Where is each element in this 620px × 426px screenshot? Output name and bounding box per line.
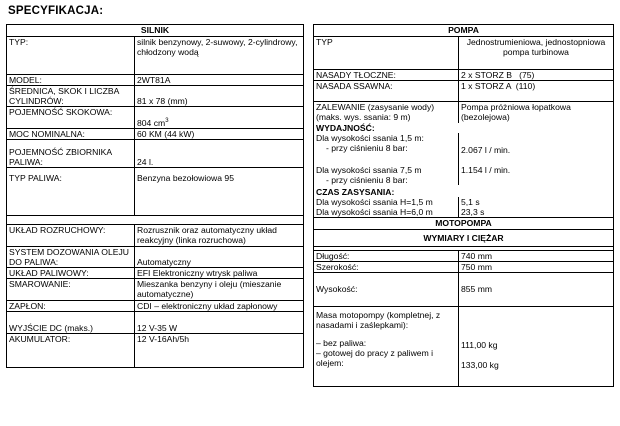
row-value: 1.154 l / min. (459, 155, 614, 185)
row-value: CDI – elektroniczny układ zapłonowy (135, 301, 304, 312)
row-value: Jednostrumieniowa, jednostopniowa pompa turbinowa (459, 37, 614, 70)
table-row (7, 37, 304, 75)
bez-label: – bez paliwa: (316, 337, 367, 348)
table-row (314, 70, 614, 81)
row-label: MODEL: (7, 75, 135, 86)
wyd1-label-a: Dla wysokości ssania 1,5 m: (316, 132, 424, 143)
table-row (7, 268, 304, 279)
row-label: ZALEWANIE (zasysanie wody) (maks. wys. ssania: 9 m) (314, 102, 459, 123)
table-row (7, 168, 304, 216)
table-row (7, 247, 304, 268)
row-label: Dla wysokości ssania H=1,5 m (314, 197, 459, 207)
pompa-table (313, 24, 614, 387)
motopompa-subheader: WYMIARY I CIĘŻAR (314, 229, 614, 246)
row-label: TYP (314, 37, 459, 70)
row-value: EFI Elektroniczny wtrysk paliwa (135, 268, 304, 279)
row-value: 750 mm (459, 261, 614, 272)
row-value: 24 l. (135, 140, 304, 168)
row-label: TYP: (7, 37, 135, 75)
wyd2-label-a: Dla wysokości ssania 7,5 m (316, 164, 422, 175)
capacity-value: 804 cm (137, 118, 166, 128)
capacity-unit-sup: 3 (165, 118, 169, 125)
table-row (7, 129, 304, 140)
silnik-header: SILNIK (7, 25, 304, 37)
table-row (7, 312, 304, 334)
row-label: ŚREDNICA, SKOK I LICZBA CYLINDRÓW: (7, 86, 135, 107)
row-value: 12 V-35 W (135, 312, 304, 334)
spacer-cell (7, 216, 304, 225)
motopompa-header: MOTOPOMPA (314, 217, 614, 229)
row-label (314, 133, 459, 155)
table-row (314, 133, 614, 155)
row-value: 855 mm (459, 272, 614, 306)
table-row (314, 102, 614, 123)
table-row (314, 306, 614, 386)
row-label: SYSTEM DOZOWANIA OLEJU DO PALIWA: (7, 247, 135, 268)
row-value (459, 306, 614, 386)
table-row (314, 250, 614, 261)
table-row (314, 123, 614, 133)
table-row (314, 81, 614, 102)
table-row (7, 107, 304, 129)
table-row (7, 301, 304, 312)
table-row (314, 197, 614, 207)
row-value: 1 x STORZ A (110) (459, 81, 614, 102)
row-label: WYJŚCIE DC (maks.) (7, 312, 135, 334)
bez-value: 111,00 kg (461, 339, 498, 350)
row-label: MOC NOMINALNA: (7, 129, 135, 140)
row-label: POJEMNOŚĆ SKOKOWA: (7, 107, 135, 129)
got-spacer (461, 350, 611, 360)
wyd1-label-b: - przy ciśnieniu 8 bar: (326, 142, 408, 153)
got-value: 133,00 kg (461, 359, 499, 370)
wydajnosc-title: WYDAJNOŚĆ: (314, 123, 614, 133)
table-row (7, 225, 304, 247)
row-value: 60 KM (44 kW) (135, 129, 304, 140)
row-label: NASADA SSAWNA: (314, 81, 459, 102)
spacer-row (7, 216, 304, 225)
masa-spacer (316, 330, 456, 338)
row-label: UKŁAD PALIWOWY: (7, 268, 135, 279)
row-value: Automatyczny (135, 247, 304, 268)
row-label: AKUMULATOR: (7, 334, 135, 368)
got-label: – gotowej do pracy z paliwem i olejem: (316, 347, 434, 368)
czas-title: CZAS ZASYSANIA: (314, 185, 614, 197)
row-label: TYP PALIWA: (7, 168, 135, 216)
row-label: Dla wysokości ssania H=6,0 m (314, 207, 459, 218)
row-label: Wysokość: (314, 272, 459, 306)
row-value: Mieszanka benzyny i oleju (mieszanie automatyczne) (135, 279, 304, 301)
row-value: Pompa próżniowa łopatkowa (bezolejowa) (459, 102, 614, 123)
row-value: 2 x STORZ B (75) (459, 70, 614, 81)
row-label: Szerokość: (314, 261, 459, 272)
table-row (7, 140, 304, 168)
row-value: 2WT81A (135, 75, 304, 86)
row-label: Długość: (314, 250, 459, 261)
row-value: 23,3 s (459, 207, 614, 218)
table-row (314, 207, 614, 218)
silnik-table (6, 24, 304, 368)
row-label: SMAROWANIE: (7, 279, 135, 301)
masa-label: Masa motopompy (kompletnej, z nasadami i zaślepkami): (316, 309, 441, 330)
row-value: 81 x 78 (mm) (135, 86, 304, 107)
table-row (7, 86, 304, 107)
row-value: 740 mm (459, 250, 614, 261)
row-value: 12 V-16Ah/5h (135, 334, 304, 368)
row-value: 5,1 s (459, 197, 614, 207)
table-row (314, 261, 614, 272)
table-row (314, 37, 614, 70)
row-label: ZAPŁON: (7, 301, 135, 312)
row-value: silnik benzynowy, 2-suwowy, 2-cylindrowy, chłodzony wodą (135, 37, 304, 75)
wyd2-label-b: - przy ciśnieniu 8 bar: (326, 174, 408, 185)
row-label (314, 306, 459, 386)
page-title: SPECYFIKACJA: (8, 5, 104, 17)
row-value: 2.067 l / min. (459, 133, 614, 155)
table-row (314, 272, 614, 306)
row-value: Benzyna bezołowiowa 95 (135, 168, 304, 216)
row-label: POJEMNOŚĆ ZBIORNIKA PALIWA: (7, 140, 135, 168)
pompa-header: POMPA (314, 25, 614, 37)
table-row (7, 279, 304, 301)
row-label (314, 155, 459, 185)
table-row (314, 155, 614, 185)
table-row (7, 334, 304, 368)
table-row (314, 185, 614, 197)
row-value: Rozrusznik oraz automatyczny układ reakcyjny (linka rozruchowa) (135, 225, 304, 247)
row-label: NASADY TŁOCZNE: (314, 70, 459, 81)
row-label: UKŁAD ROZRUCHOWY: (7, 225, 135, 247)
row-value (135, 107, 304, 129)
table-row (7, 75, 304, 86)
